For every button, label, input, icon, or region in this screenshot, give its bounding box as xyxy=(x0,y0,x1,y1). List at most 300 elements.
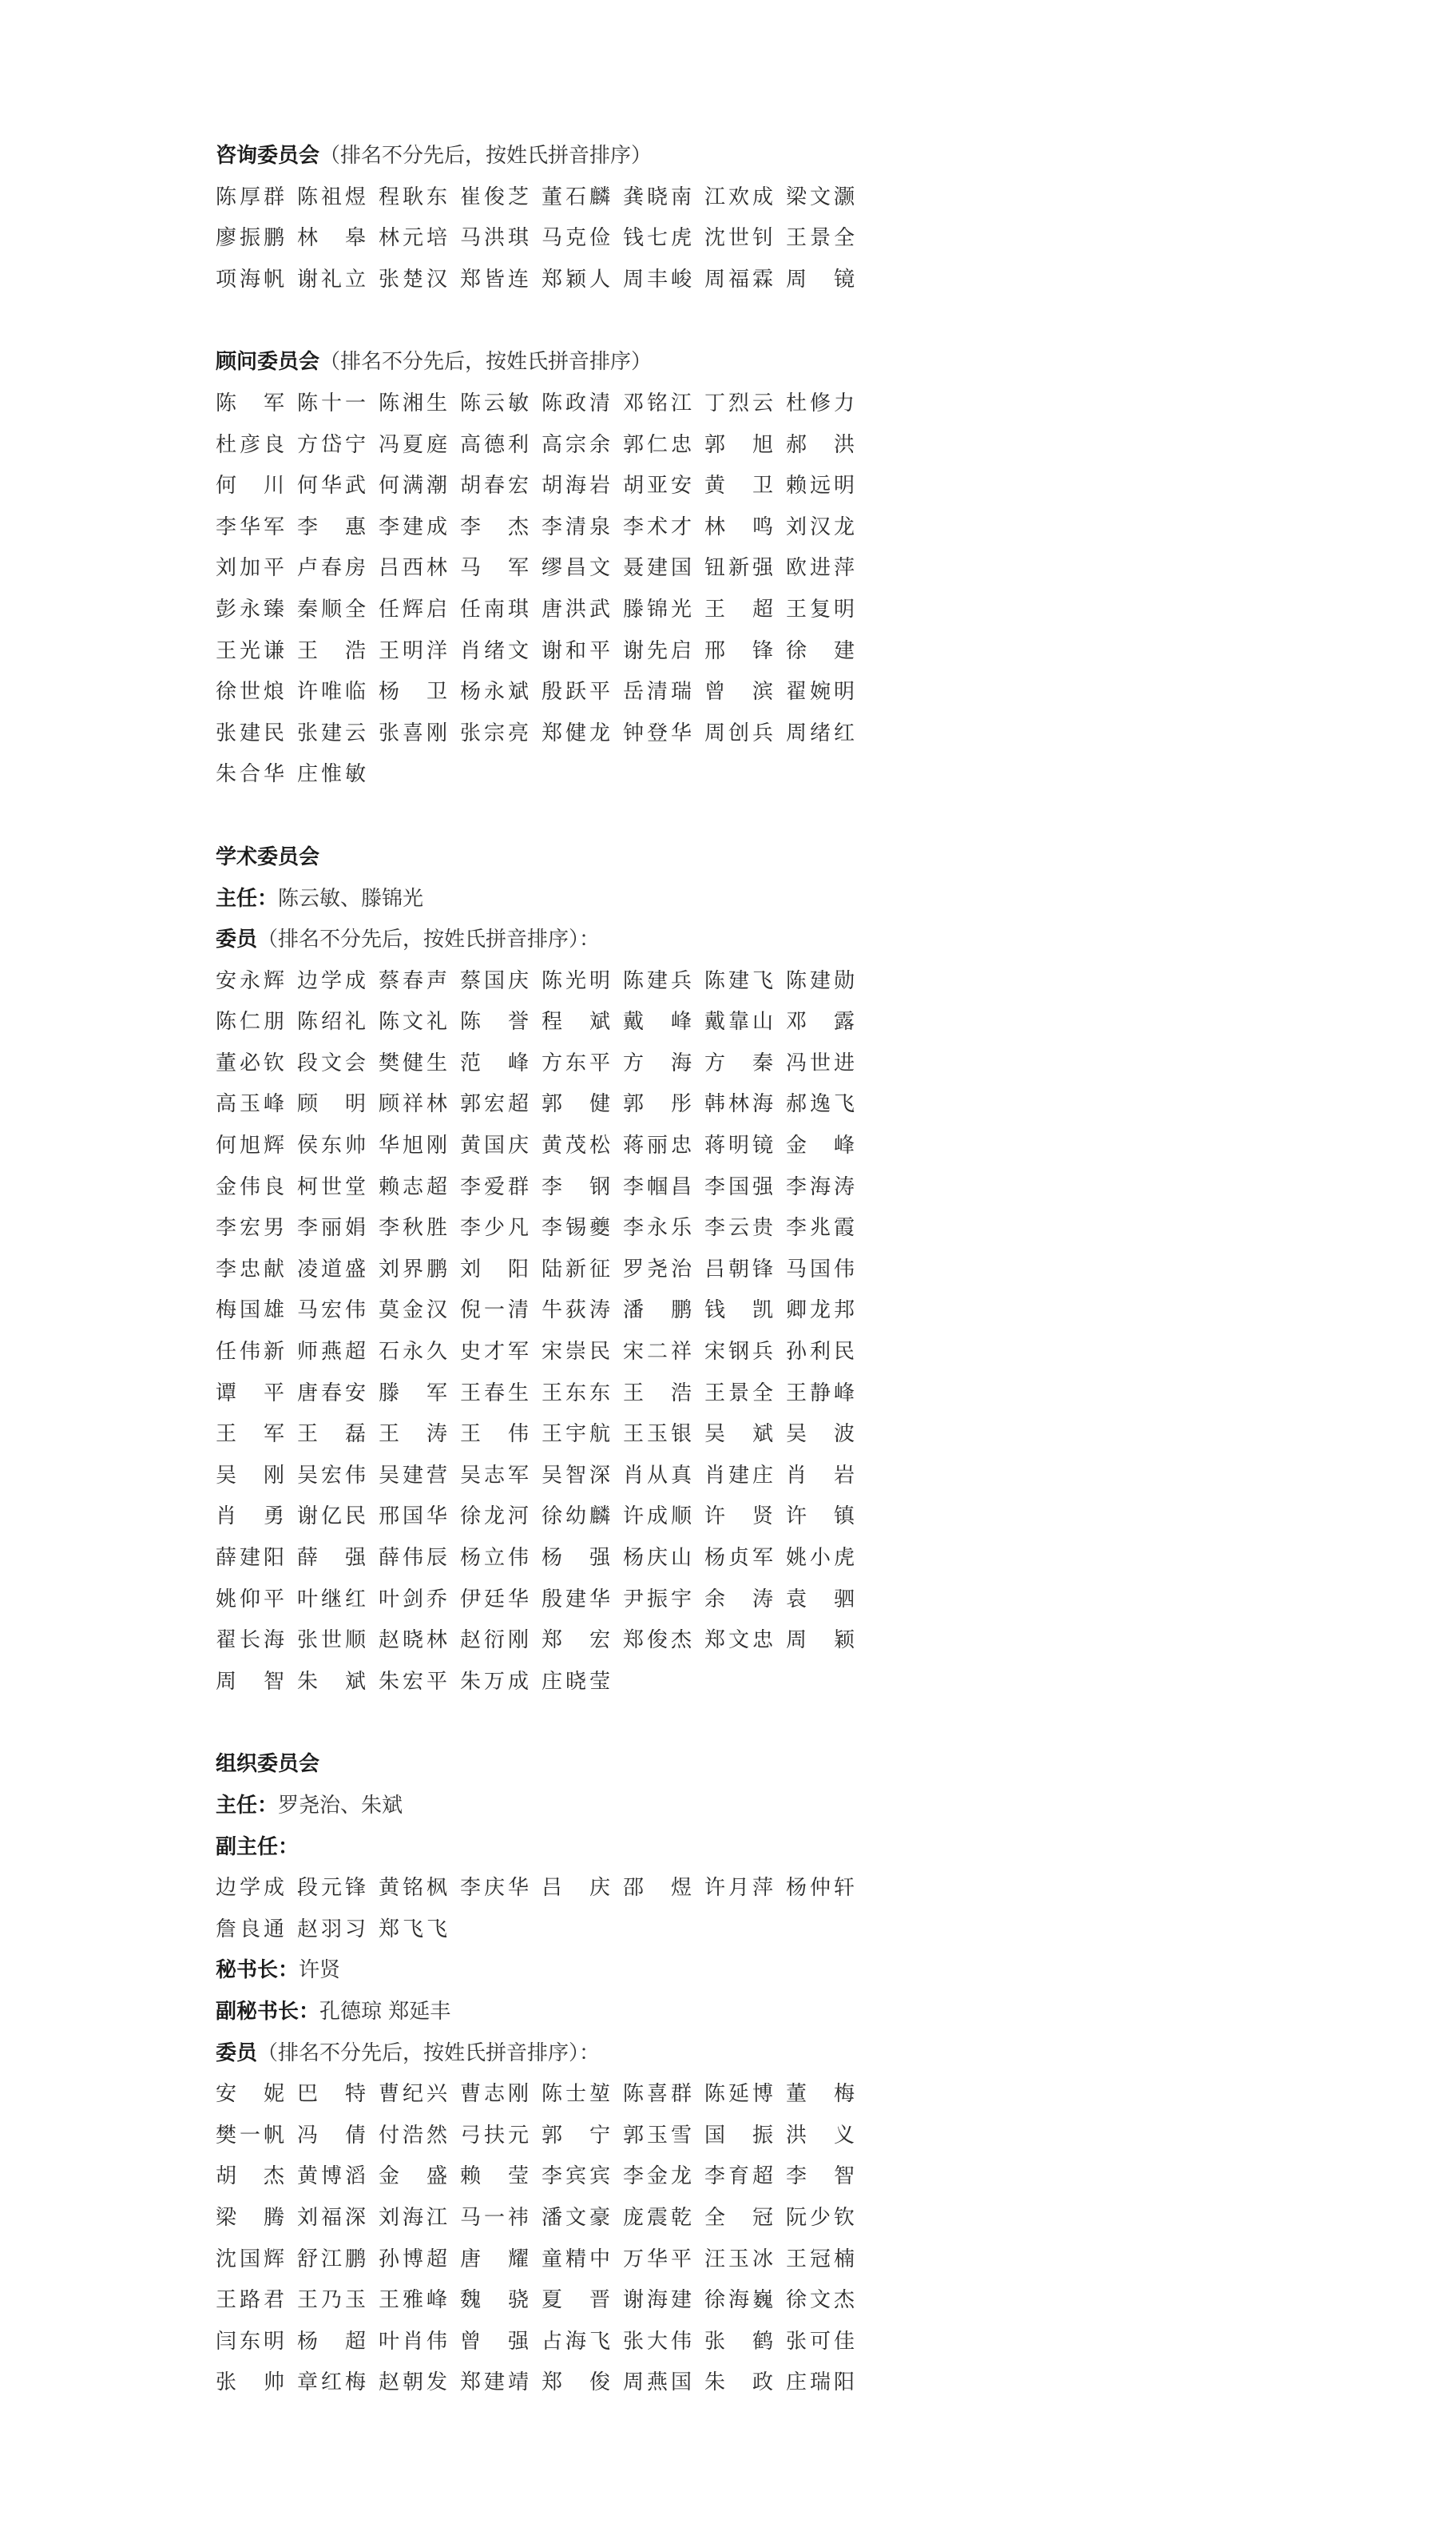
member-name: 陈 绍 礼 xyxy=(297,1010,366,1035)
member-name: 高 德 利 xyxy=(460,432,529,457)
member-name: 谢 礼 立 xyxy=(297,267,366,292)
member-name: 郑 健 龙 xyxy=(542,721,610,745)
member-name: 李 兆 霞 xyxy=(786,1216,855,1241)
member-name: 郑 建 靖 xyxy=(460,2370,529,2395)
member-name: 胡 亚 安 xyxy=(623,474,692,499)
member-name: 李 帼 昌 xyxy=(623,1174,692,1199)
member-name: 郑 飞 飞 xyxy=(379,1917,447,1941)
member-name: 周 颖 xyxy=(786,1628,855,1653)
member-name: 唐 洪 武 xyxy=(542,597,610,622)
member-name: 陈 建 勋 xyxy=(786,968,855,993)
member-name: 吕 朝 锋 xyxy=(704,1257,773,1281)
member-name: 张 可 佳 xyxy=(786,2329,855,2354)
member-name: 陈 建 兵 xyxy=(623,968,692,993)
member-name: 徐 建 xyxy=(786,638,855,663)
member-name: 姚 仰 平 xyxy=(216,1587,284,1611)
member-name: 沈 国 辉 xyxy=(216,2247,284,2271)
member-name: 徐 文 杰 xyxy=(786,2288,855,2313)
role-members: 孔德琼 郑延丰 xyxy=(319,1999,451,2024)
member-name: 谢 海 建 xyxy=(623,2288,692,2313)
member-name-grid xyxy=(216,1868,871,1950)
member-name: 张 帅 xyxy=(216,2370,284,2395)
member-name: 李 永 乐 xyxy=(623,1216,692,1241)
member-name: 张 建 民 xyxy=(216,721,284,745)
member-name: 李 忠 献 xyxy=(216,1257,284,1281)
member-name: 殷 建 华 xyxy=(542,1587,610,1611)
member-name: 周 绪 红 xyxy=(786,721,855,745)
member-name: 郭 仁 忠 xyxy=(623,432,692,457)
member-name: 高 宗 余 xyxy=(542,432,610,457)
member-name: 唐 耀 xyxy=(460,2247,529,2271)
member-name: 方 岱 宁 xyxy=(297,432,366,457)
member-name: 蒋 丽 忠 xyxy=(623,1134,692,1158)
member-name: 顾 祥 林 xyxy=(379,1092,447,1117)
committee-heading xyxy=(216,1744,871,1786)
member-name: 郭 彤 xyxy=(623,1092,692,1117)
member-name: 曹 志 刚 xyxy=(460,2082,529,2107)
role-members: 罗尧治、朱斌 xyxy=(278,1793,403,1818)
member-name: 陈 誉 xyxy=(460,1010,529,1035)
member-name: 王 光 谦 xyxy=(216,638,284,663)
member-name: 张 喜 刚 xyxy=(379,721,447,745)
member-name: 李 庆 华 xyxy=(460,1876,529,1901)
member-name: 蔡 国 庆 xyxy=(460,968,529,993)
member-name: 吕 西 林 xyxy=(379,556,447,581)
member-name: 杨 仲 轩 xyxy=(786,1876,855,1901)
member-name: 王 冠 楠 xyxy=(786,2247,855,2271)
role-line xyxy=(216,1786,871,1827)
member-name: 王 乃 玉 xyxy=(297,2288,366,2313)
member-name: 龚 晓 南 xyxy=(623,185,692,209)
member-name: 谢 先 启 xyxy=(623,638,692,663)
role-label: 委员 xyxy=(216,2040,258,2065)
member-name: 欧 进 萍 xyxy=(786,556,855,581)
member-name: 郭 宁 xyxy=(542,2123,610,2148)
member-name: 谭 平 xyxy=(216,1381,284,1405)
member-name: 戴 峰 xyxy=(623,1010,692,1035)
member-name: 李 惠 xyxy=(297,515,366,539)
member-name: 李 金 龙 xyxy=(623,2164,692,2189)
member-name: 曾 强 xyxy=(460,2329,529,2354)
member-name: 李 国 强 xyxy=(704,1174,773,1199)
member-name: 章 红 梅 xyxy=(297,2370,366,2395)
member-name: 李 海 涛 xyxy=(786,1174,855,1199)
member-name: 王 景 全 xyxy=(704,1381,773,1405)
member-name: 胡 海 岩 xyxy=(542,474,610,499)
committee-heading xyxy=(216,136,871,177)
member-name: 朱 斌 xyxy=(297,1669,366,1694)
member-name: 朱 万 成 xyxy=(460,1669,529,1694)
member-name: 金 伟 良 xyxy=(216,1174,284,1199)
member-name: 宋 崇 民 xyxy=(542,1340,610,1365)
role-line xyxy=(216,920,871,961)
member-name: 邵 煜 xyxy=(623,1876,692,1901)
member-name: 凌 道 盛 xyxy=(297,1257,366,1281)
committee-section xyxy=(216,342,871,796)
member-name: 翟 长 海 xyxy=(216,1628,284,1653)
member-name: 朱 宏 平 xyxy=(379,1669,447,1694)
member-name: 许 贤 xyxy=(704,1504,773,1529)
member-name: 金 盛 xyxy=(379,2164,447,2189)
member-name: 沈 世 钊 xyxy=(704,226,773,251)
member-name: 樊 健 生 xyxy=(379,1051,447,1075)
member-name: 曾 滨 xyxy=(704,680,773,705)
member-name: 史 才 军 xyxy=(460,1340,529,1365)
role-members: 许贤 xyxy=(299,1958,341,1983)
member-name: 李 秋 胜 xyxy=(379,1216,447,1241)
member-name: 吴 波 xyxy=(786,1422,855,1447)
member-name: 国 振 xyxy=(704,2123,773,2148)
member-name: 黄 铭 枫 xyxy=(379,1876,447,1901)
member-name: 吴 斌 xyxy=(704,1422,773,1447)
committee-section xyxy=(216,1744,871,2404)
role-label: 副主任： xyxy=(216,1834,300,1859)
section-spacer xyxy=(216,1703,871,1744)
member-name: 弓 扶 元 xyxy=(460,2123,529,2148)
member-name: 岳 清 瑞 xyxy=(623,680,692,705)
member-name: 马 宏 伟 xyxy=(297,1298,366,1323)
member-name: 王 复 明 xyxy=(786,597,855,622)
member-name: 卿 龙 邦 xyxy=(786,1298,855,1323)
member-name: 程 耿 东 xyxy=(379,185,447,209)
member-name: 杨 贞 军 xyxy=(704,1546,773,1570)
role-label: 委员 xyxy=(216,928,258,952)
member-name: 殷 跃 平 xyxy=(542,680,610,705)
member-name: 舒 江 鹏 xyxy=(297,2247,366,2271)
member-name: 王 雅 峰 xyxy=(379,2288,447,2313)
member-name: 王 浩 xyxy=(297,638,366,663)
member-name: 刘 阳 xyxy=(460,1257,529,1281)
member-name: 王 春 生 xyxy=(460,1381,529,1405)
member-name: 黄 茂 松 xyxy=(542,1134,610,1158)
member-name: 李 爱 群 xyxy=(460,1174,529,1199)
member-name: 张 世 顺 xyxy=(297,1628,366,1653)
role-line xyxy=(216,1827,871,1869)
member-name: 徐 幼 麟 xyxy=(542,1504,610,1529)
member-name: 郝 逸 飞 xyxy=(786,1092,855,1117)
member-name: 崔 俊 芝 xyxy=(460,185,529,209)
member-name: 童 精 中 xyxy=(542,2247,610,2271)
member-name: 方 海 xyxy=(623,1051,692,1075)
member-name: 张 大 伟 xyxy=(623,2329,692,2354)
member-name: 全 冠 xyxy=(704,2205,773,2230)
member-name: 何 华 武 xyxy=(297,474,366,499)
member-name: 王 涛 xyxy=(379,1422,447,1447)
member-name: 杜 彦 良 xyxy=(216,432,284,457)
member-name: 任 南 琪 xyxy=(460,597,529,622)
member-name: 李 宏 男 xyxy=(216,1216,284,1241)
member-name: 吴 志 军 xyxy=(460,1463,529,1488)
member-name: 梁 文 灏 xyxy=(786,185,855,209)
member-name: 柯 世 堂 xyxy=(297,1174,366,1199)
member-name: 陈 祖 煜 xyxy=(297,185,366,209)
member-name: 许 镇 xyxy=(786,1504,855,1529)
member-name: 何 满 潮 xyxy=(379,474,447,499)
member-name: 郭 旭 xyxy=(704,432,773,457)
member-name: 董 梅 xyxy=(786,2082,855,2107)
member-name: 杨 永 斌 xyxy=(460,680,529,705)
role-label: 副秘书长： xyxy=(216,1999,320,2024)
committee-section xyxy=(216,136,871,300)
member-name: 彭 永 臻 xyxy=(216,597,284,622)
member-name: 倪 一 清 xyxy=(460,1298,529,1323)
member-name-grid xyxy=(216,961,871,1703)
member-name: 宋 二 祥 xyxy=(623,1340,692,1365)
member-name: 牛 荻 涛 xyxy=(542,1298,610,1323)
member-name-grid xyxy=(216,383,871,796)
member-name: 项 海 帆 xyxy=(216,267,284,292)
member-name: 伊 廷 华 xyxy=(460,1587,529,1611)
member-name: 周 丰 峻 xyxy=(623,267,692,292)
member-name: 陈 光 明 xyxy=(542,968,610,993)
member-name: 郝 洪 xyxy=(786,432,855,457)
member-name: 何 川 xyxy=(216,474,284,499)
member-name: 冯 倩 xyxy=(297,2123,366,2148)
member-name: 庄 瑞 阳 xyxy=(786,2370,855,2395)
member-name: 赖 远 明 xyxy=(786,474,855,499)
member-name: 莫 金 汉 xyxy=(379,1298,447,1323)
member-name: 安 永 辉 xyxy=(216,968,284,993)
role-members: 陈云敏、滕锦光 xyxy=(278,886,424,911)
member-name: 张 建 云 xyxy=(297,721,366,745)
member-name: 顾 明 xyxy=(297,1092,366,1117)
member-name: 卢 春 房 xyxy=(297,556,366,581)
member-name: 许 唯 临 xyxy=(297,680,366,705)
member-name: 陈 喜 群 xyxy=(623,2082,692,2107)
member-name: 庄 惟 敏 xyxy=(297,762,366,787)
member-name: 马 国 伟 xyxy=(786,1257,855,1281)
member-name: 罗 尧 治 xyxy=(623,1257,692,1281)
member-name: 何 旭 辉 xyxy=(216,1134,284,1158)
member-name: 林 元 培 xyxy=(379,226,447,251)
member-name: 冯 世 进 xyxy=(786,1051,855,1075)
committee-title: 咨询委员会 xyxy=(216,144,320,168)
member-name: 边 学 成 xyxy=(216,1876,284,1901)
member-name: 叶 肖 伟 xyxy=(379,2329,447,2354)
member-name: 杨 强 xyxy=(542,1546,610,1570)
member-name: 安 妮 xyxy=(216,2082,284,2107)
member-name: 任 辉 启 xyxy=(379,597,447,622)
member-name: 陈 湘 生 xyxy=(379,391,447,415)
member-name: 赵 晓 林 xyxy=(379,1628,447,1653)
member-name: 边 学 成 xyxy=(297,968,366,993)
ordering-note: （排名不分先后，按姓氏拼音排序） xyxy=(319,350,653,375)
member-name: 梅 国 雄 xyxy=(216,1298,284,1323)
member-name: 刘 福 深 xyxy=(297,2205,366,2230)
member-name: 胡 杰 xyxy=(216,2164,284,2189)
member-name: 滕 锦 光 xyxy=(623,597,692,622)
member-name: 李 杰 xyxy=(460,515,529,539)
member-name: 李 钢 xyxy=(542,1174,610,1199)
member-name: 石 永 久 xyxy=(379,1340,447,1365)
member-name: 赖 志 超 xyxy=(379,1174,447,1199)
member-name: 刘 海 江 xyxy=(379,2205,447,2230)
member-name: 陈 建 飞 xyxy=(704,968,773,993)
member-name: 陈 政 清 xyxy=(542,391,610,415)
member-name: 潘 文 豪 xyxy=(542,2205,610,2230)
role-label: 主任： xyxy=(216,886,279,911)
member-name: 徐 龙 河 xyxy=(460,1504,529,1529)
member-name: 吕 庆 xyxy=(542,1876,610,1901)
committee-title: 组织委员会 xyxy=(216,1752,320,1777)
member-name: 马 洪 琪 xyxy=(460,226,529,251)
member-name: 秦 顺 全 xyxy=(297,597,366,622)
member-name: 吴 智 深 xyxy=(542,1463,610,1488)
member-name: 邓 铭 江 xyxy=(623,391,692,415)
role-label: 主任： xyxy=(216,1793,279,1818)
member-name: 李 术 才 xyxy=(623,515,692,539)
member-name: 李 宾 宾 xyxy=(542,2164,610,2189)
member-name: 李 育 超 xyxy=(704,2164,773,2189)
member-name: 翟 婉 明 xyxy=(786,680,855,705)
member-name: 李 丽 娟 xyxy=(297,1216,366,1241)
committee-title: 学术委员会 xyxy=(216,844,320,869)
member-name: 许 月 萍 xyxy=(704,1876,773,1901)
member-name: 陈 士 堃 xyxy=(542,2082,610,2107)
member-name: 戴 靠 山 xyxy=(704,1010,773,1035)
member-name: 谢 亿 民 xyxy=(297,1504,366,1529)
member-name: 陈 云 敏 xyxy=(460,391,529,415)
member-name: 唐 春 安 xyxy=(297,1381,366,1405)
member-name: 郑 颖 人 xyxy=(542,267,610,292)
member-name: 王 玉 银 xyxy=(623,1422,692,1447)
member-name: 占 海 飞 xyxy=(542,2329,610,2354)
document-body xyxy=(216,136,871,2404)
member-name: 庄 晓 莹 xyxy=(542,1669,610,1694)
member-name: 郑 俊 杰 xyxy=(623,1628,692,1653)
member-name: 郑 宏 xyxy=(542,1628,610,1653)
member-name: 杨 庆 山 xyxy=(623,1546,692,1570)
member-name: 张 鹤 xyxy=(704,2329,773,2354)
committee-title: 顾问委员会 xyxy=(216,350,320,375)
role-line xyxy=(216,1992,871,2033)
member-name: 孙 利 民 xyxy=(786,1340,855,1365)
member-name: 钱 七 虎 xyxy=(623,226,692,251)
member-name: 郑 俊 xyxy=(542,2370,610,2395)
member-name: 王 景 全 xyxy=(786,226,855,251)
member-name: 詹 良 通 xyxy=(216,1917,284,1941)
member-name: 华 旭 刚 xyxy=(379,1134,447,1158)
member-name: 师 燕 超 xyxy=(297,1340,366,1365)
member-name: 洪 义 xyxy=(786,2123,855,2148)
member-name: 庞 震 乾 xyxy=(623,2205,692,2230)
member-name: 徐 世 烺 xyxy=(216,680,284,705)
member-name: 聂 建 国 xyxy=(623,556,692,581)
member-name: 赵 衍 刚 xyxy=(460,1628,529,1653)
member-name: 梁 腾 xyxy=(216,2205,284,2230)
member-name: 韩 林 海 xyxy=(704,1092,773,1117)
committee-heading xyxy=(216,342,871,383)
member-name: 吴 宏 伟 xyxy=(297,1463,366,1488)
member-name: 李 华 军 xyxy=(216,515,284,539)
member-name: 廖 振 鹏 xyxy=(216,226,284,251)
member-name: 李 云 贵 xyxy=(704,1216,773,1241)
member-name: 邢 锋 xyxy=(704,638,773,663)
member-name: 孙 博 超 xyxy=(379,2247,447,2271)
member-name: 方 东 平 xyxy=(542,1051,610,1075)
member-name: 黄 国 庆 xyxy=(460,1134,529,1158)
ordering-note: （排名不分先后，按姓氏拼音排序）： xyxy=(257,2040,601,2065)
member-name: 李 清 泉 xyxy=(542,515,610,539)
member-name: 段 元 锋 xyxy=(297,1876,366,1901)
member-name: 李 建 成 xyxy=(379,515,447,539)
member-name: 吴 建 营 xyxy=(379,1463,447,1488)
member-name: 赖 莹 xyxy=(460,2164,529,2189)
member-name: 袁 驷 xyxy=(786,1587,855,1611)
member-name: 郭 健 xyxy=(542,1092,610,1117)
member-name: 范 峰 xyxy=(460,1051,529,1075)
role-line xyxy=(216,879,871,920)
member-name-grid xyxy=(216,177,871,301)
member-name: 张 楚 汉 xyxy=(379,267,447,292)
member-name: 陈 十 一 xyxy=(297,391,366,415)
member-name: 钟 登 华 xyxy=(623,721,692,745)
member-name: 叶 剑 乔 xyxy=(379,1587,447,1611)
member-name: 周 智 xyxy=(216,1669,284,1694)
member-name: 赵 朝 发 xyxy=(379,2370,447,2395)
member-name: 万 华 平 xyxy=(623,2247,692,2271)
member-name: 段 文 会 xyxy=(297,1051,366,1075)
member-name: 王 伟 xyxy=(460,1422,529,1447)
member-name: 马 一 祎 xyxy=(460,2205,529,2230)
member-name: 闫 东 明 xyxy=(216,2329,284,2354)
member-name: 胡 春 宏 xyxy=(460,474,529,499)
member-name: 邢 国 华 xyxy=(379,1504,447,1529)
member-name: 钮 新 强 xyxy=(704,556,773,581)
member-name: 付 浩 然 xyxy=(379,2123,447,2148)
section-spacer xyxy=(216,300,871,342)
member-name: 钱 凯 xyxy=(704,1298,773,1323)
member-name: 薛 建 阳 xyxy=(216,1546,284,1570)
member-name: 周 福 霖 xyxy=(704,267,773,292)
member-name: 王 浩 xyxy=(623,1381,692,1405)
ordering-note: （排名不分先后，按姓氏拼音排序）： xyxy=(257,928,601,952)
member-name: 阮 少 钦 xyxy=(786,2205,855,2230)
member-name: 蔡 春 声 xyxy=(379,968,447,993)
member-name: 金 峰 xyxy=(786,1134,855,1158)
member-name: 任 伟 新 xyxy=(216,1340,284,1365)
member-name: 邓 露 xyxy=(786,1010,855,1035)
member-name: 汪 玉 冰 xyxy=(704,2247,773,2271)
member-name: 宋 钢 兵 xyxy=(704,1340,773,1365)
committee-heading xyxy=(216,837,871,879)
role-line xyxy=(216,1950,871,1992)
member-name: 王 宇 航 xyxy=(542,1422,610,1447)
member-name: 陆 新 征 xyxy=(542,1257,610,1281)
member-name: 夏 晋 xyxy=(542,2288,610,2313)
member-name: 王 磊 xyxy=(297,1422,366,1447)
member-name: 朱 合 华 xyxy=(216,762,284,787)
member-name: 陈 军 xyxy=(216,391,284,415)
member-name: 肖 勇 xyxy=(216,1504,284,1529)
member-name: 李 少 凡 xyxy=(460,1216,529,1241)
member-name: 方 秦 xyxy=(704,1051,773,1075)
member-name: 杨 立 伟 xyxy=(460,1546,529,1570)
member-name: 王 军 xyxy=(216,1422,284,1447)
member-name: 陈 仁 朋 xyxy=(216,1010,284,1035)
member-name: 江 欢 成 xyxy=(704,185,773,209)
member-name: 魏 骁 xyxy=(460,2288,529,2313)
member-name: 陈 厚 群 xyxy=(216,185,284,209)
member-name: 王 东 东 xyxy=(542,1381,610,1405)
member-name: 郭 宏 超 xyxy=(460,1092,529,1117)
member-name: 董 石 麟 xyxy=(542,185,610,209)
member-name: 杜 修 力 xyxy=(786,391,855,415)
member-name: 冯 夏 庭 xyxy=(379,432,447,457)
member-name: 郭 玉 雪 xyxy=(623,2123,692,2148)
member-name-grid xyxy=(216,2074,871,2404)
member-name: 姚 小 虎 xyxy=(786,1546,855,1570)
